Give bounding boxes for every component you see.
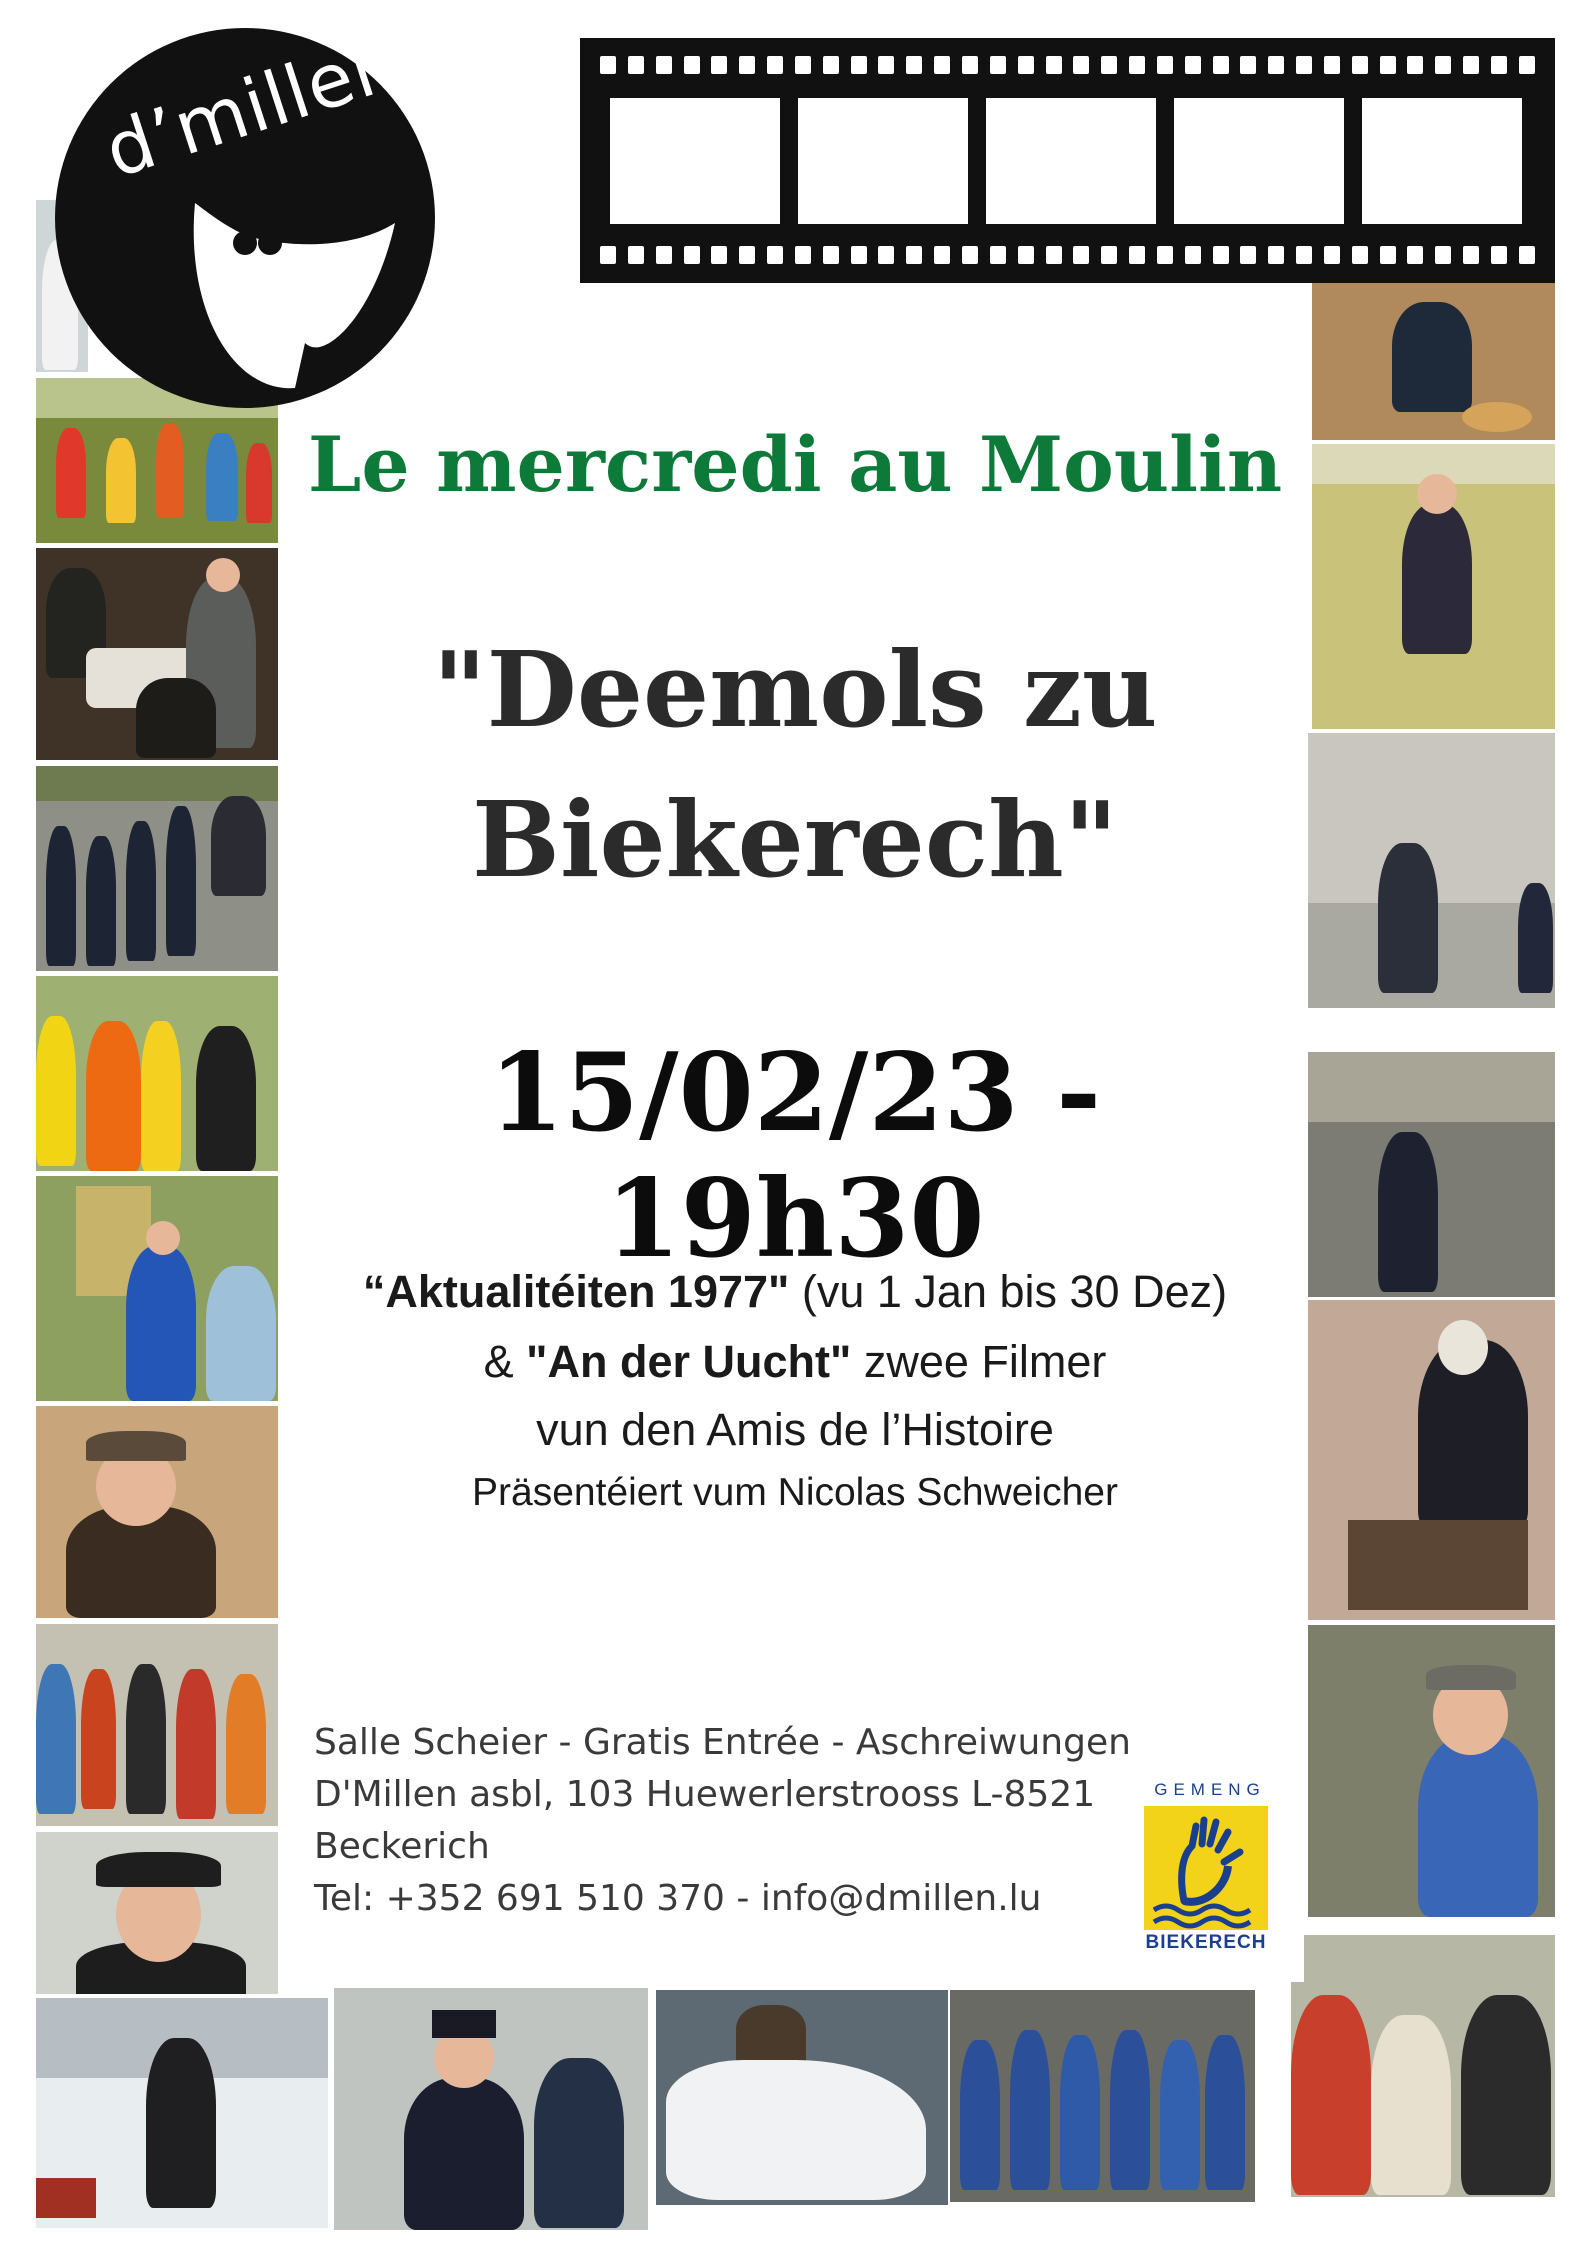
- photo-man-hat: [36, 1406, 278, 1618]
- gemeng-emblem: [1144, 1806, 1268, 1930]
- info-venue: Salle Scheier - Gratis Entrée - Aschreiwungen: [314, 1722, 1131, 1763]
- film-frame: [798, 98, 968, 224]
- photo-marching-band: [36, 766, 278, 971]
- photo-people-clipboard: [1291, 1935, 1555, 2197]
- event-datetime: 15/02/23 - 19h30: [488, 1030, 1102, 1282]
- photo-wheat-field: [1312, 444, 1555, 729]
- film-frame: [986, 98, 1156, 224]
- gemeng-name: BIEKERECH: [1145, 1932, 1267, 1953]
- gemeng-label: GEMENG: [1154, 1780, 1266, 1799]
- program-line-1: [300, 1266, 1290, 1318]
- photo-man-seated: [1312, 282, 1555, 440]
- event-series-heading: Le mercredi au Moulin: [307, 420, 1283, 509]
- photo-banner-blue-suit: [36, 1176, 278, 1401]
- photo-man-blue-shirt: [1308, 1625, 1555, 1917]
- perforations-top: [600, 56, 1535, 74]
- film-frame: [1362, 98, 1522, 224]
- info-contact: Tel: +352 691 510 370 - info@dmillen.lu: [314, 1878, 1042, 1919]
- photo-gendarme: [334, 1988, 648, 2230]
- film1-note: (vu 1 Jan bis 30 Dez): [789, 1266, 1228, 1317]
- hand-water-icon: [1144, 1806, 1268, 1930]
- event-title-line2: Biekerech": [472, 778, 1118, 901]
- photo-dinner-table: [36, 548, 278, 760]
- photo-snow-horse: [656, 1990, 948, 2205]
- ampersand: &: [483, 1336, 527, 1387]
- photo-road-walker: [1308, 1052, 1555, 1297]
- film-frame: [610, 98, 780, 224]
- program-line-2: [300, 1336, 1290, 1388]
- film2-note: zwee Filmer: [851, 1336, 1107, 1387]
- event-title-line1: "Deemols zu: [432, 628, 1158, 751]
- filmstrip-graphic: [580, 38, 1555, 283]
- film2-title: "An der Uucht": [526, 1336, 852, 1387]
- photo-man-portrait: [36, 1832, 278, 1994]
- program-source: vun den Amis de l’Histoire: [536, 1404, 1054, 1455]
- film-frame: [1174, 98, 1344, 224]
- film1-title: “Aktualitéiten 1977": [362, 1266, 790, 1317]
- info-address: D'Millen asbl, 103 Huewerlerstrooss L-8521: [314, 1774, 1096, 1815]
- ghost-icon: [175, 193, 405, 408]
- photo-raincoats: [36, 976, 278, 1171]
- photo-snow-runner: [36, 1998, 328, 2228]
- photo-group-blue-jackets: [950, 1990, 1255, 2202]
- photo-old-woman: [1308, 1300, 1555, 1620]
- perforations-bottom: [600, 246, 1535, 264]
- program-presenter: Präsentéiert vum Nicolas Schweicher: [472, 1471, 1118, 1514]
- logo-text: d’millen: [94, 19, 412, 195]
- dmillen-logo: [55, 19, 435, 408]
- info-town: Beckerich: [314, 1826, 490, 1867]
- photo-stone-house: [1308, 733, 1555, 1008]
- photo-children-baskets: [36, 1624, 278, 1826]
